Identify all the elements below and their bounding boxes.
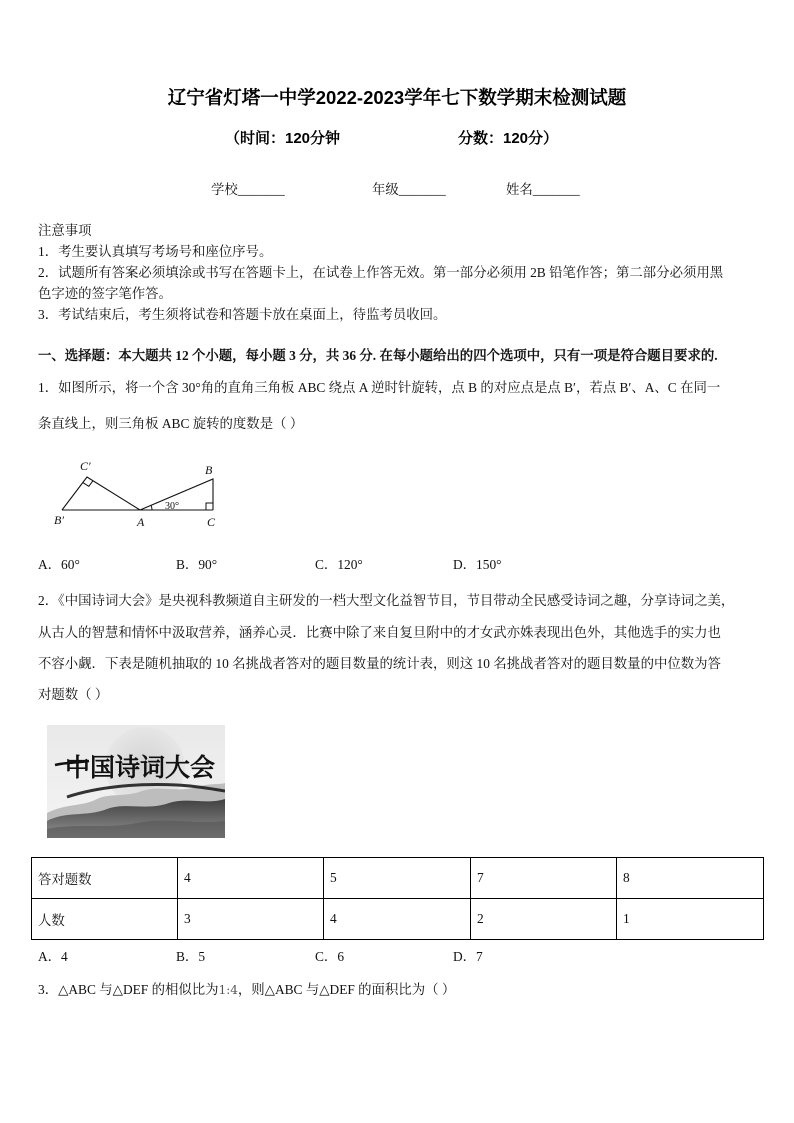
table-cell: 7 (471, 858, 617, 899)
label-angle: 30° (165, 501, 179, 512)
q2-text-line: 不容小觑．下表是随机抽取的 10 名挑战者答对的题目数量的统计表，则这 10 名挑战者答对的题目数量的中位数为答 (38, 656, 721, 671)
q2-option-a: A．4 (38, 949, 68, 964)
table-cell: 1 (617, 899, 764, 940)
table-row (32, 858, 764, 899)
q3-text-after: ，则△ABC 与△DEF 的面积比为（ ） (237, 982, 456, 997)
q2-text-line: 2．《中国诗词大会》是央视科教频道自主研发的一档大型文化益智节目，节目带动全民感受诗词之趣，分享诗词之美， (38, 593, 735, 608)
right-angle-mark (83, 481, 93, 487)
exam-time: （时间：120分钟 (225, 130, 341, 147)
table-header-cell: 人数 (32, 899, 178, 940)
school-field: 学校_______ (211, 182, 285, 197)
q3-text-before: 3．△ABC 与△DEF 的相似比为 (38, 982, 219, 997)
q1-text-line: 条直线上，则三角板 ABC 旋转的度数是（ ） (38, 416, 304, 431)
section-heading: 一、选择题：本大题共 12 个小题，每小题 3 分，共 36 分. 在每小题给出的四个选项中，只有一项是符合题目要求的. (38, 348, 718, 363)
label-c: C (207, 515, 216, 529)
table-cell: 3 (178, 899, 324, 940)
right-angle-mark (206, 503, 213, 510)
table-cell: 5 (324, 858, 471, 899)
statistics-table (31, 857, 764, 940)
q2-text-line: 从古人的智慧和情怀中汲取营养，涵养心灵．比赛中除了来自复旦附中的才女武亦姝表现出色外，其他选手的实力也 (38, 625, 721, 640)
q3-text-line (38, 981, 455, 999)
label-b-prime: B′ (54, 513, 64, 527)
table-row (32, 899, 764, 940)
notice-heading: 注意事项 (38, 223, 92, 238)
notice-line: 1．考生要认真填写考场号和座位序号。 (38, 244, 273, 259)
q1-option-b: B．90° (176, 557, 218, 572)
notice-line: 2．试题所有答案必须填涂或书写在答题卡上，在试卷上作答无效。第一部分必须用 2B 铅笔作答；第二部分必须用黑 (38, 265, 724, 280)
q1-option-c: C．120° (315, 557, 363, 572)
table-cell: 4 (178, 858, 324, 899)
table-cell: 4 (324, 899, 471, 940)
q2-option-b: B．5 (176, 949, 206, 964)
table-cell: 8 (617, 858, 764, 899)
q1-triangle-figure (50, 455, 225, 533)
table-header-cell: 答对题数 (32, 858, 178, 899)
label-c-prime: C′ (80, 459, 91, 473)
q2-option-c: C．6 (315, 949, 345, 964)
exam-title: 辽宁省灯塔一中学2022-2023学年七下数学期末检测试题 (167, 87, 627, 108)
q2-option-d: D．7 (453, 949, 483, 964)
exam-score: 分数：120分） (458, 130, 559, 147)
notice-line: 色字迹的签字笔作答。 (38, 286, 172, 301)
grade-field: 年级_______ (372, 182, 446, 197)
angle-arc (151, 505, 152, 510)
q3-ratio: 1:4 (218, 983, 238, 997)
q1-option-a: A．60° (38, 557, 80, 572)
rotated-triangle (62, 477, 140, 510)
poetry-conference-logo-image (47, 725, 225, 838)
q1-text-line: 1．如图所示，将一个含 30°角的直角三角板 ABC 绕点 A 逆时针旋转，点 B 的对应点是点 B′，若点 B′、A、C 在同一 (38, 380, 721, 395)
q2-text-line: 对题数（ ） (38, 687, 109, 702)
table-cell: 2 (471, 899, 617, 940)
name-field: 姓名_______ (506, 182, 580, 197)
notice-line: 3．考试结束后，考生须将试卷和答题卡放在桌面上，待监考员收回。 (38, 307, 447, 322)
label-b: B (205, 463, 213, 477)
logo-lettering: 中国诗词大会 (65, 755, 216, 782)
label-a: A (137, 515, 145, 529)
q1-option-d: D．150° (453, 557, 502, 572)
